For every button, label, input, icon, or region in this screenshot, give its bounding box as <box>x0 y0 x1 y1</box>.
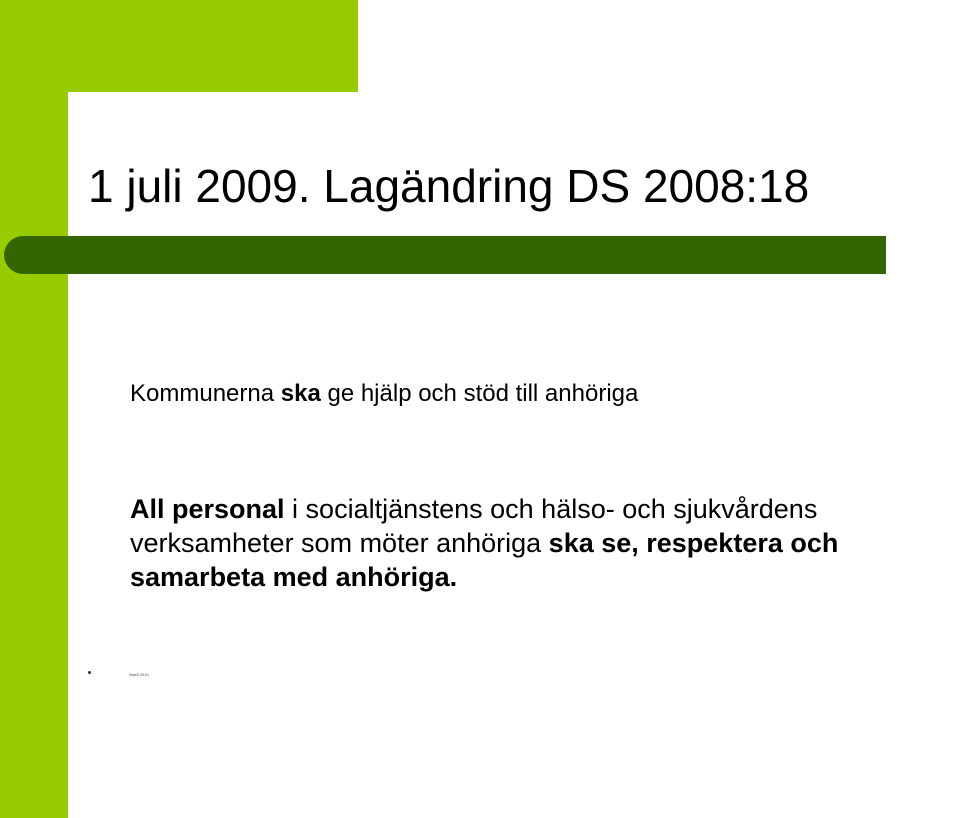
statement-municipalities-emphasis: ska <box>280 380 321 407</box>
footer-text: Sweli 2010 <box>129 672 149 677</box>
footer-bullet <box>88 671 91 674</box>
statement-staff-line-1 <box>130 492 960 526</box>
statement-staff-emphasis-1: All personal <box>130 494 285 524</box>
statement-municipalities <box>130 378 638 410</box>
statement-staff-line-3 <box>130 560 960 594</box>
statement-municipalities-start: Kommunerna <box>130 380 281 407</box>
title-underline-bar <box>4 236 886 274</box>
top-green-band <box>0 0 358 92</box>
statement-staff-line-2 <box>130 526 960 560</box>
statement-staff <box>130 492 960 594</box>
statement-staff-text-2: verksamheter som möter anhöriga <box>130 528 549 558</box>
statement-municipalities-end: ge hjälp och stöd till anhöriga <box>320 380 639 407</box>
statement-staff-emphasis-2: ska se, respektera och <box>548 528 839 558</box>
statement-staff-text-1: i socialtjänstens och hälso- och sjukvårdens <box>284 494 818 524</box>
slide-title: 1 juli 2009. Lagändring DS 2008:18 <box>88 160 810 212</box>
left-green-band <box>0 0 68 818</box>
statement-staff-emphasis-3: samarbeta med anhöriga. <box>130 562 458 592</box>
